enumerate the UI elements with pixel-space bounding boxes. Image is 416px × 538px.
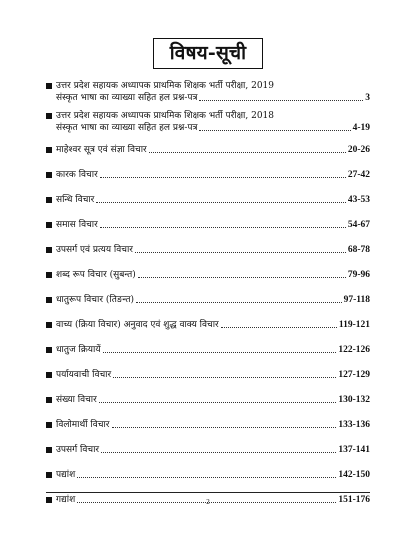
- dot-leader: [103, 351, 337, 353]
- dot-leader: [100, 176, 346, 178]
- entry-label: संस्कृत भाषा का व्याख्या सहित हल प्रश्न-पत्र: [56, 93, 198, 103]
- entry-label: धातुज क्रियायें: [56, 345, 101, 355]
- square-bullet-icon: [46, 172, 52, 178]
- square-bullet-icon: [46, 83, 52, 89]
- dot-leader: [112, 426, 337, 428]
- entry-pages: 119-121: [338, 320, 370, 330]
- contents-entry: [46, 244, 370, 256]
- square-bullet-icon: [46, 272, 52, 278]
- entry-heading: उत्तर प्रदेश सहायक अध्यापक प्राथमिक शिक्षक भर्ती परीक्षा, 2018: [56, 111, 275, 121]
- square-bullet-icon: [46, 422, 52, 428]
- entry-heading: उत्तर प्रदेश सहायक अध्यापक प्राथमिक शिक्षक भर्ती परीक्षा, 2019: [56, 81, 275, 91]
- dot-leader: [199, 99, 363, 101]
- entry-pages: 133-136: [338, 420, 370, 430]
- entry-pages: 3: [365, 93, 370, 103]
- entry-label: धातुरूप विचार (तिङन्त): [56, 295, 135, 305]
- entry-pages: 122-126: [338, 345, 370, 355]
- contents-entry: [46, 294, 370, 306]
- entry-pages: 137-141: [338, 445, 370, 455]
- dot-leader: [113, 376, 336, 378]
- page-title: विषय-सूची: [153, 38, 263, 69]
- footer-divider: [46, 492, 370, 493]
- entry-label: उपसर्ग विचार: [56, 445, 100, 455]
- entry-pages: 20-26: [347, 145, 370, 155]
- dot-leader: [96, 201, 345, 203]
- square-bullet-icon: [46, 447, 52, 453]
- contents-entry: [46, 419, 370, 431]
- entry-pages: 68-78: [347, 245, 370, 255]
- square-bullet-icon: [46, 247, 52, 253]
- entry-pages: 130-132: [338, 395, 370, 405]
- entry-pages: 79-96: [347, 270, 370, 280]
- contents-entry: [46, 269, 370, 281]
- entry-label: संख्या विचार: [56, 395, 97, 405]
- contents-entry: [46, 110, 370, 134]
- entry-pages: 142-150: [338, 470, 370, 480]
- entry-label: विलोमार्थी विचार: [56, 420, 110, 430]
- square-bullet-icon: [46, 397, 52, 403]
- dot-leader: [136, 301, 342, 303]
- square-bullet-icon: [46, 472, 52, 478]
- contents-entry: [46, 319, 370, 331]
- contents-entry: [46, 80, 370, 104]
- contents-entry: [46, 394, 370, 406]
- square-bullet-icon: [46, 297, 52, 303]
- square-bullet-icon: [46, 347, 52, 353]
- entry-pages: 151-176: [338, 495, 370, 505]
- dot-leader: [77, 476, 336, 478]
- entry-label: कारक विचार: [56, 170, 98, 180]
- title-area: [0, 38, 416, 69]
- page-number: 2: [206, 498, 210, 506]
- entry-pages: 27-42: [347, 170, 370, 180]
- contents-entry: [46, 469, 370, 481]
- dot-leader: [221, 326, 337, 328]
- contents-entry: [46, 444, 370, 456]
- entry-label: माहेश्वर सूत्र एवं संज्ञा विचार: [56, 145, 147, 155]
- dot-leader: [138, 276, 346, 278]
- entry-label: पर्यायवाची विचार: [56, 370, 112, 380]
- contents-entry: [46, 169, 370, 181]
- square-bullet-icon: [46, 322, 52, 328]
- contents-list: [46, 80, 370, 506]
- entry-label: गद्यांश: [56, 495, 76, 505]
- entry-label: वाच्य (क्रिया विचार) अनुवाद एवं शुद्ध वाक्य विचार: [56, 320, 219, 330]
- entry-pages: 54-67: [347, 220, 370, 230]
- square-bullet-icon: [46, 197, 52, 203]
- dot-leader: [149, 151, 346, 153]
- square-bullet-icon: [46, 222, 52, 228]
- entry-pages: 127-129: [338, 370, 370, 380]
- entry-pages: 4-19: [352, 123, 370, 133]
- entry-pages: 97-118: [343, 295, 370, 305]
- entry-label: सन्धि विचार: [56, 195, 95, 205]
- entry-label: शब्द रूप विचार (सुबन्त): [56, 270, 136, 280]
- entry-label: उपसर्ग एवं प्रत्यय विचार: [56, 245, 133, 255]
- entry-label: समास विचार: [56, 220, 98, 230]
- dot-leader: [101, 451, 336, 453]
- dot-leader: [199, 129, 350, 131]
- dot-leader: [100, 226, 346, 228]
- square-bullet-icon: [46, 372, 52, 378]
- dot-leader: [99, 401, 337, 403]
- entry-label: पद्यांश: [56, 470, 76, 480]
- contents-entry: [46, 144, 370, 156]
- square-bullet-icon: [46, 147, 52, 153]
- entry-label: संस्कृत भाषा का व्याख्या सहित हल प्रश्न-पत्र: [56, 123, 198, 133]
- contents-entry: [46, 344, 370, 356]
- square-bullet-icon: [46, 113, 52, 119]
- contents-entry: [46, 369, 370, 381]
- entry-pages: 43-53: [347, 195, 370, 205]
- contents-entry: [46, 194, 370, 206]
- dot-leader: [135, 251, 346, 253]
- contents-entry: [46, 219, 370, 231]
